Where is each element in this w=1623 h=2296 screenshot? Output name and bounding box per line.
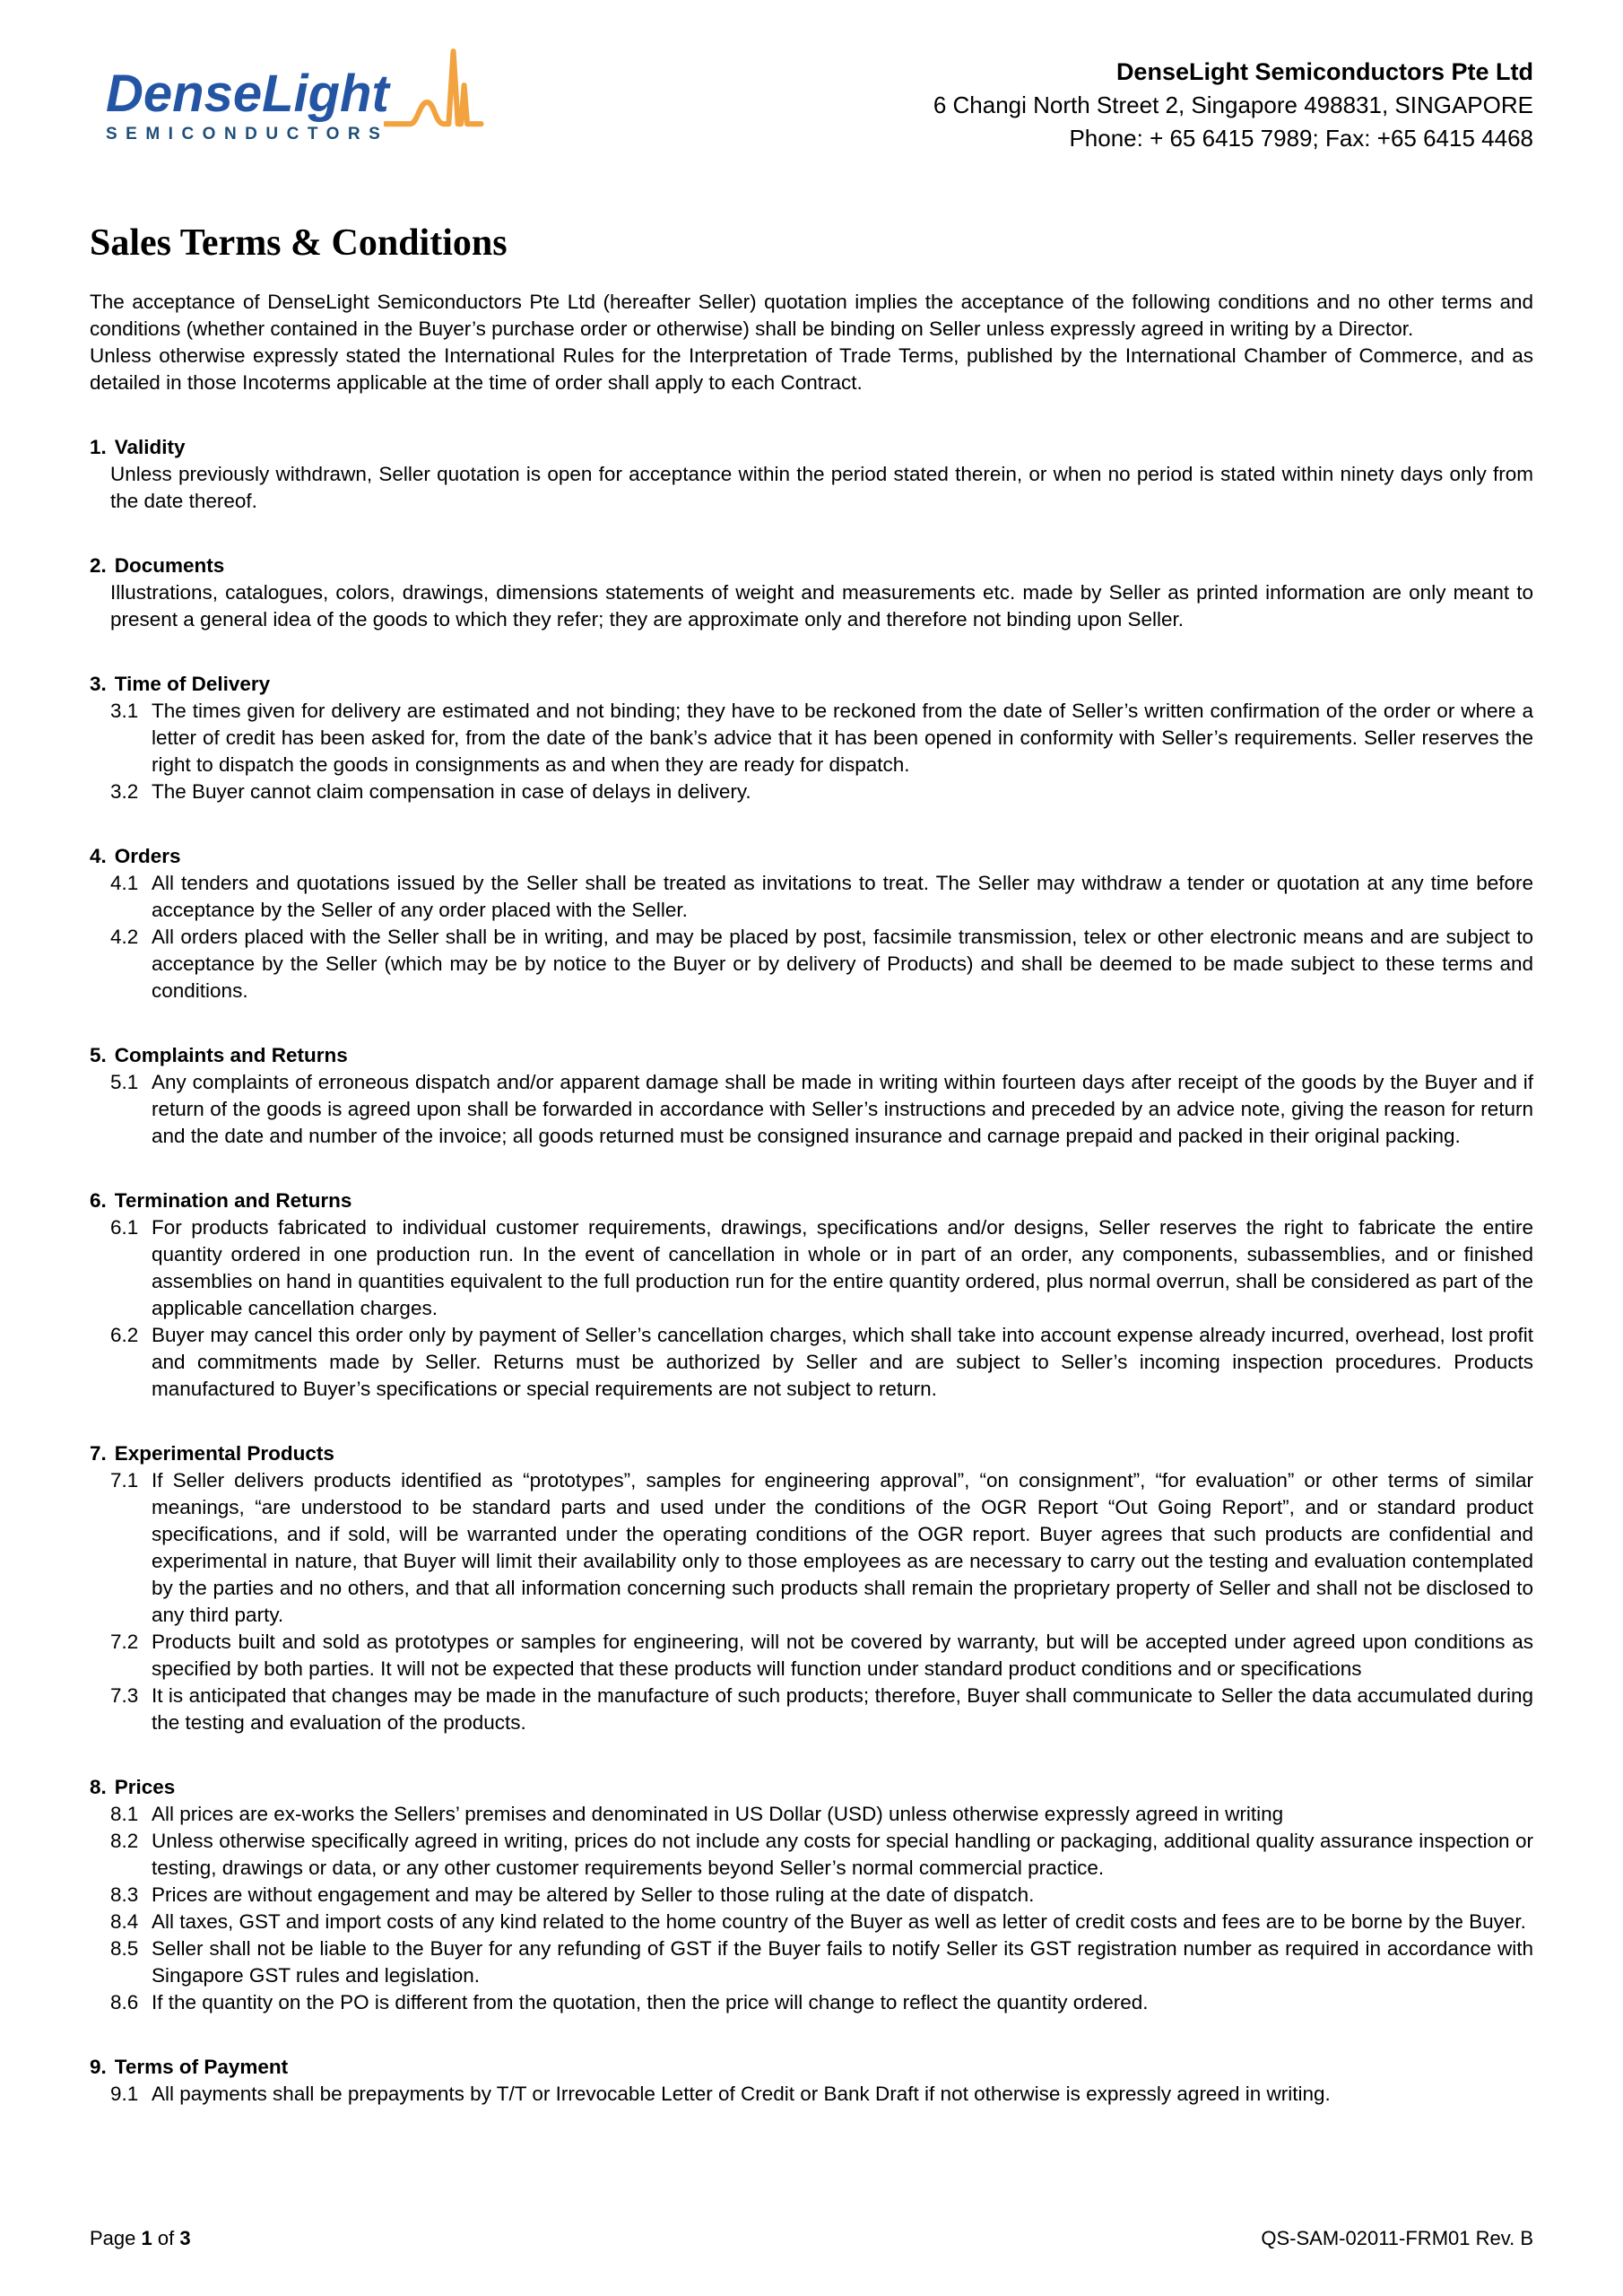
section-title: Time of Delivery: [114, 673, 271, 695]
clause-number: 6.1: [110, 1216, 139, 1239]
clause-item: [110, 1935, 1533, 1989]
terms-section: [90, 1440, 1533, 1736]
clause-text: All orders placed with the Seller shall be in writing, and may be placed by post, facsimile transmission, telex or other electronic means and are subject to acceptance by the Seller (which may be by notice to the Buyer or by delivery of Products) and shall be deemed to be made subject to these terms and conditions.: [152, 926, 1533, 1002]
clause-text: For products fabricated to individual customer requirements, drawings, specifications and/or designs, Seller reserves the right to fabricate the entire quantity ordered in one production run. In the event of cancellation in whole or in part of an order, any components, subassemblies, and or finished assemblies on hand in quantities equivalent to the full production run for the entire quantity ordered, plus normal overrun, shall be considered as part of the applicable cancellation charges.: [152, 1216, 1533, 1319]
terms-section: [90, 1774, 1533, 2016]
company-phone-fax: Phone: + 65 6415 7989; Fax: +65 6415 4468: [1069, 125, 1533, 152]
clause-number: 8.5: [110, 1937, 139, 1960]
terms-section: [90, 552, 1533, 633]
clause-item: [110, 1909, 1533, 1935]
terms-section: [90, 1187, 1533, 1403]
clause-item: [110, 1214, 1533, 1322]
page-footer: [90, 2226, 1533, 2251]
denselight-logo: [90, 45, 484, 144]
clause-item: [110, 1828, 1533, 1882]
section-number: 3.: [90, 673, 107, 695]
page-indicator: [90, 2226, 191, 2251]
page-title: Sales Terms & Conditions: [90, 222, 508, 264]
section-body: [110, 1214, 1533, 1403]
clause-number: 7.2: [110, 1631, 139, 1653]
section-body: [110, 579, 1533, 633]
clause-item: [110, 2081, 1533, 2108]
intro-paragraph: Unless otherwise expressly stated the International Rules for the Interpretation of Trade Terms, published by the International Chamber of Commerce, and as detailed in those Incoterms applicable at the time of order shall apply to each Contract.: [90, 344, 1533, 394]
section-heading: [90, 1187, 1533, 1214]
section-body: [110, 698, 1533, 805]
clause-item: [110, 1467, 1533, 1629]
section-title: Complaints and Returns: [114, 1044, 348, 1066]
section-number: 7.: [90, 1442, 107, 1465]
section-heading: [90, 434, 1533, 461]
clause-text: If Seller delivers products identified as “prototypes”, samples for engineering approval”, “on consignment”, “for evaluation” or other terms of similar meanings, “are understood to be standard parts and used under the conditions of the OGR Report “Out Going Report”, and or standard product specifications, and if sold, will be warranted under the operating conditions of the OGR report. Buyer agrees that such products are confidential and experimental in nature, that Buyer will limit their availability only to those employees as are necessary to carry out the testing and evaluation contemplated by the parties and no others, and that all information concerning such products shall remain the proprietary property of Seller and shall not be disclosed to any third party.: [152, 1469, 1533, 1626]
clause-item: [110, 1683, 1533, 1736]
clause-item: [110, 1322, 1533, 1403]
terms-section: [90, 434, 1533, 515]
clause-text: All taxes, GST and import costs of any kind related to the home country of the Buyer as well as letter of credit costs and fees are to be borne by the Buyer.: [152, 1910, 1526, 1933]
intro-block: [90, 289, 1533, 396]
clause-item: [110, 1069, 1533, 1150]
clause-number: 7.3: [110, 1684, 139, 1707]
clause-text: Any complaints of erroneous dispatch and/or apparent damage shall be made in writing within fourteen days after receipt of the goods by the Buyer and if return of the goods is agreed upon shall be forwarded in accordance with Seller’s instructions and preceded by an advice note, giving the reason for return and the date and number of the invoice; all goods returned must be consigned insurance and carnage prepaid and packed in their original packing.: [152, 1071, 1533, 1147]
section-number: 6.: [90, 1189, 107, 1212]
clause-number: 8.4: [110, 1910, 139, 1933]
clause-text: It is anticipated that changes may be made in the manufacture of such products; therefore, Buyer shall communicate to Seller the data accumulated during the testing and evaluation of the products.: [152, 1684, 1533, 1734]
clause-text: Products built and sold as prototypes or samples for engineering, will not be covered by warranty, but will be accepted under agreed upon conditions as specified by both parties. It will not be expected that these products will function under standard product conditions and or specifications: [152, 1631, 1533, 1680]
section-number: 1.: [90, 436, 107, 458]
waveform-icon: [384, 45, 484, 143]
clause-number: 3.1: [110, 700, 139, 722]
section-heading: [90, 671, 1533, 698]
clause-text: All tenders and quotations issued by the Seller shall be treated as invitations to treat. The Seller may withdraw a tender or quotation at any time before acceptance by the Seller of any order placed with the Seller.: [152, 872, 1533, 921]
clause-text: Seller shall not be liable to the Buyer for any refunding of GST if the Buyer fails to notify Seller its GST registration number as required in accordance with Singapore GST rules and legislation.: [152, 1937, 1533, 1987]
terms-section: [90, 843, 1533, 1004]
document-content: [90, 0, 1533, 2108]
terms-section: [90, 671, 1533, 805]
section-heading: [90, 2054, 1533, 2081]
clause-item: [110, 1989, 1533, 2016]
intro-paragraph: The acceptance of DenseLight Semiconductors Pte Ltd (hereafter Seller) quotation implies the acceptance of the following conditions and no other terms and conditions (whether contained in the Buyer’s purchase order or otherwise) shall be binding on Seller unless expressly agreed in writing by a Director.: [90, 291, 1533, 340]
section-body: [110, 1801, 1533, 2016]
clause-number: 8.2: [110, 1830, 139, 1852]
clause-text: Prices are without engagement and may be altered by Seller to those ruling at the date of dispatch.: [152, 1883, 1035, 1906]
page-header: [90, 45, 1533, 179]
section-body: [110, 2081, 1533, 2108]
company-name: DenseLight Semiconductors Pte Ltd: [1115, 58, 1533, 85]
section-title: Termination and Returns: [114, 1189, 352, 1212]
section-paragraph: Illustrations, catalogues, colors, drawings, dimensions statements of weight and measurements etc. made by Seller as printed information are only meant to present a general idea of the goods to which they refer; they are approximate only and therefore not binding upon Seller.: [110, 581, 1533, 631]
section-title: Terms of Payment: [114, 2056, 289, 2078]
clause-text: All payments shall be prepayments by T/T or Irrevocable Letter of Credit or Bank Draft if not otherwise is expressly agreed in writing.: [152, 2083, 1331, 2105]
section-number: 5.: [90, 1044, 107, 1066]
clause-number: 5.1: [110, 1071, 139, 1093]
section-title: Validity: [114, 436, 186, 458]
clause-item: [110, 1629, 1533, 1683]
section-body: [110, 1069, 1533, 1150]
logo-text: [106, 67, 389, 144]
section-title: Orders: [114, 845, 181, 867]
clause-item: [110, 698, 1533, 778]
clause-number: 8.6: [110, 1991, 139, 2013]
section-paragraph: Unless previously withdrawn, Seller quotation is open for acceptance within the period stated therein, or when no period is stated within ninety days only from the date thereof.: [110, 463, 1533, 512]
sections-container: [90, 434, 1533, 2108]
clause-text: The times given for delivery are estimated and not binding; they have to be reckoned from the date of Seller’s written confirmation of the order or where a letter of credit has been asked for, from the date of the bank’s advice that it has been opened in conformity with Seller’s requirements. Seller reserves the right to dispatch the goods in consignments as and when they are ready for dispatch.: [152, 700, 1533, 776]
section-body: [110, 1467, 1533, 1736]
clause-number: 4.2: [110, 926, 139, 948]
section-heading: [90, 552, 1533, 579]
doc-reference: QS-SAM-02011-FRM01 Rev. B: [1261, 2227, 1533, 2249]
company-info: [933, 56, 1533, 155]
clause-number: 3.2: [110, 780, 139, 803]
clause-text: Buyer may cancel this order only by payment of Seller’s cancellation charges, which shall take into account expense already incurred, overhead, lost profit and commitments made by Seller. Returns must be authorized by Seller and are subject to Seller’s incoming inspection procedures. Products manufactured to Buyer’s specifications or special requirements are not subject to return.: [152, 1324, 1533, 1400]
section-title: Prices: [114, 1776, 176, 1798]
page-label: Page: [90, 2227, 136, 2249]
clause-item: [110, 1882, 1533, 1909]
clause-number: 4.1: [110, 872, 139, 894]
section-number: 4.: [90, 845, 107, 867]
section-heading: [90, 1774, 1533, 1801]
page-total: 3: [179, 2227, 191, 2249]
clause-number: 7.1: [110, 1469, 139, 1492]
clause-text: All prices are ex-works the Sellers’ premises and denominated in US Dollar (USD) unless otherwise expressly agreed in writing: [152, 1803, 1284, 1825]
terms-section: [90, 1042, 1533, 1150]
section-title: Documents: [114, 554, 225, 577]
clause-text: If the quantity on the PO is different from the quotation, then the price will change to reflect the quantity ordered.: [152, 1991, 1149, 2013]
clause-text: Unless otherwise specifically agreed in writing, prices do not include any costs for special handling or packaging, additional quality assurance inspection or testing, drawings or data, or any other customer requirements beyond Seller’s normal commercial practice.: [152, 1830, 1533, 1879]
clause-item: [110, 1801, 1533, 1828]
clause-item: [110, 870, 1533, 924]
clause-number: 8.3: [110, 1883, 139, 1906]
section-heading: [90, 843, 1533, 870]
section-number: 2.: [90, 554, 107, 577]
clause-text: The Buyer cannot claim compensation in case of delays in delivery.: [152, 780, 751, 803]
section-title: Experimental Products: [114, 1442, 334, 1465]
clause-item: [110, 778, 1533, 805]
section-body: [110, 461, 1533, 515]
section-heading: [90, 1042, 1533, 1069]
logo-brand-text: DenseLight: [106, 65, 389, 123]
of-label: of: [157, 2227, 175, 2249]
logo-subtitle-text: SEMICONDUCTORS: [106, 125, 389, 144]
section-body: [110, 870, 1533, 1004]
clause-item: [110, 924, 1533, 1004]
page-current: 1: [141, 2227, 152, 2249]
clause-number: 6.2: [110, 1324, 139, 1346]
clause-number: 8.1: [110, 1803, 139, 1825]
section-number: 8.: [90, 1776, 107, 1798]
company-address: 6 Changi North Street 2, Singapore 498831, SINGAPORE: [933, 91, 1533, 118]
section-number: 9.: [90, 2056, 107, 2078]
terms-section: [90, 2054, 1533, 2108]
section-heading: [90, 1440, 1533, 1467]
clause-number: 9.1: [110, 2083, 139, 2105]
